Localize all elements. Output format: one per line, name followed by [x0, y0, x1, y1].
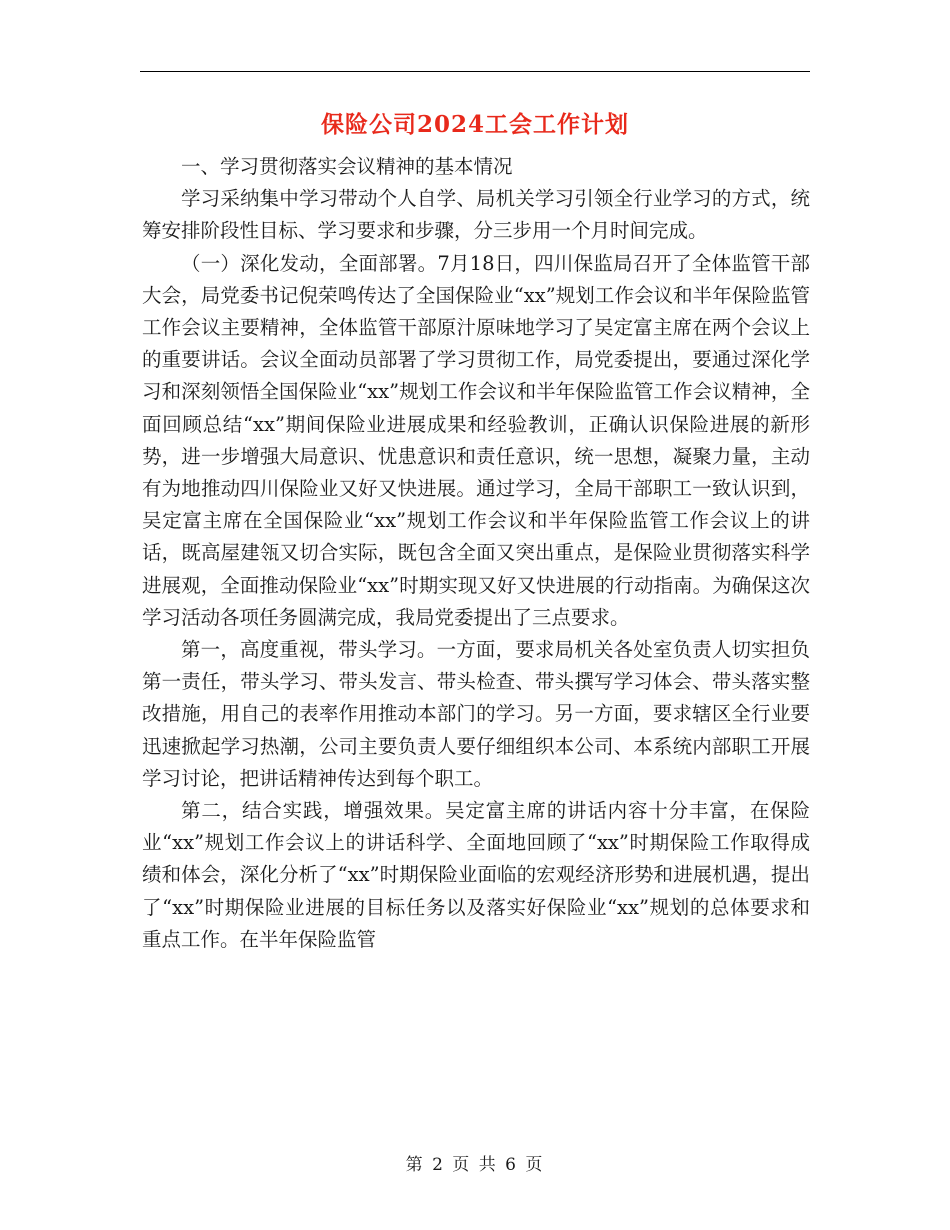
- document-body: [142, 151, 810, 956]
- section-heading: 一、学习贯彻落实会议精神的基本情况: [181, 155, 513, 178]
- paragraph: 第一，高度重视，带头学习。一方面，要求局机关各处室负责人切实担负第一责任，带头学习、带头发言、带头检查、带头撰写学习体会、带头落实整改措施，用自己的表率作用推动本部门的学习。另一方面，要求辖区全行业要迅速掀起学习热潮，公司主要负责人要仔细组织本公司、本系统内部职工开展学习讨论，把讲话精神传达到每个职工。: [142, 638, 810, 790]
- document-title: 保险公司2024工会工作计划: [320, 111, 629, 138]
- paragraph: 学习采纳集中学习带动个人自学、局机关学习引领全行业学习的方式，统筹安排阶段性目标、学习要求和步骤，分三步用一个月时间完成。: [142, 187, 810, 243]
- paragraph: （一）深化发动，全面部署。7月18日，四川保监局召开了全体监管干部大会，局党委书记倪荣鸣传达了全国保险业“xx”规划工作会议和半年保险监管工作会议主要精神，全体监管干部原汁原味地学习了吴定富主席在两个会议上的重要讲话。会议全面动员部署了学习贯彻工作，局党委提出，要通过深化学习和深刻领悟全国保险业“xx”规划工作会议和半年保险监管工作会议精神，全面回顾总结“xx”期间保险业进展成果和经验教训，正确认识保险进展的新形势，进一步增强大局意识、忧患意识和责任意识，统一思想，凝聚力量，主动有为地推动四川保险业又好又快进展。通过学习，全局干部职工一致认识到，吴定富主席在全国保险业“xx”规划工作会议和半年保险监管工作会议上的讲话，既高屋建瓴又切合实际，既包含全面又突出重点，是保险业贯彻落实科学进展观，全面推动保险业“xx”时期实现又好又快进展的行动指南。为确保这次学习活动各项任务圆满完成，我局党委提出了三点要求。: [142, 251, 810, 629]
- page-footer: 第 2 页 共 6 页: [405, 1155, 545, 1175]
- paragraph: 第二，结合实践，增强效果。吴定富主席的讲话内容十分丰富，在保险业“xx”规划工作会议上的讲话科学、全面地回顾了“xx”时期保险工作取得成绩和体会，深化分析了“xx”时期保险业面临的宏观经济形势和进展机遇，提出了“xx”时期保险业进展的目标任务以及落实好保险业“xx”规划的总体要求和重点工作。在半年保险监管: [142, 799, 810, 951]
- header-rule: [140, 71, 810, 72]
